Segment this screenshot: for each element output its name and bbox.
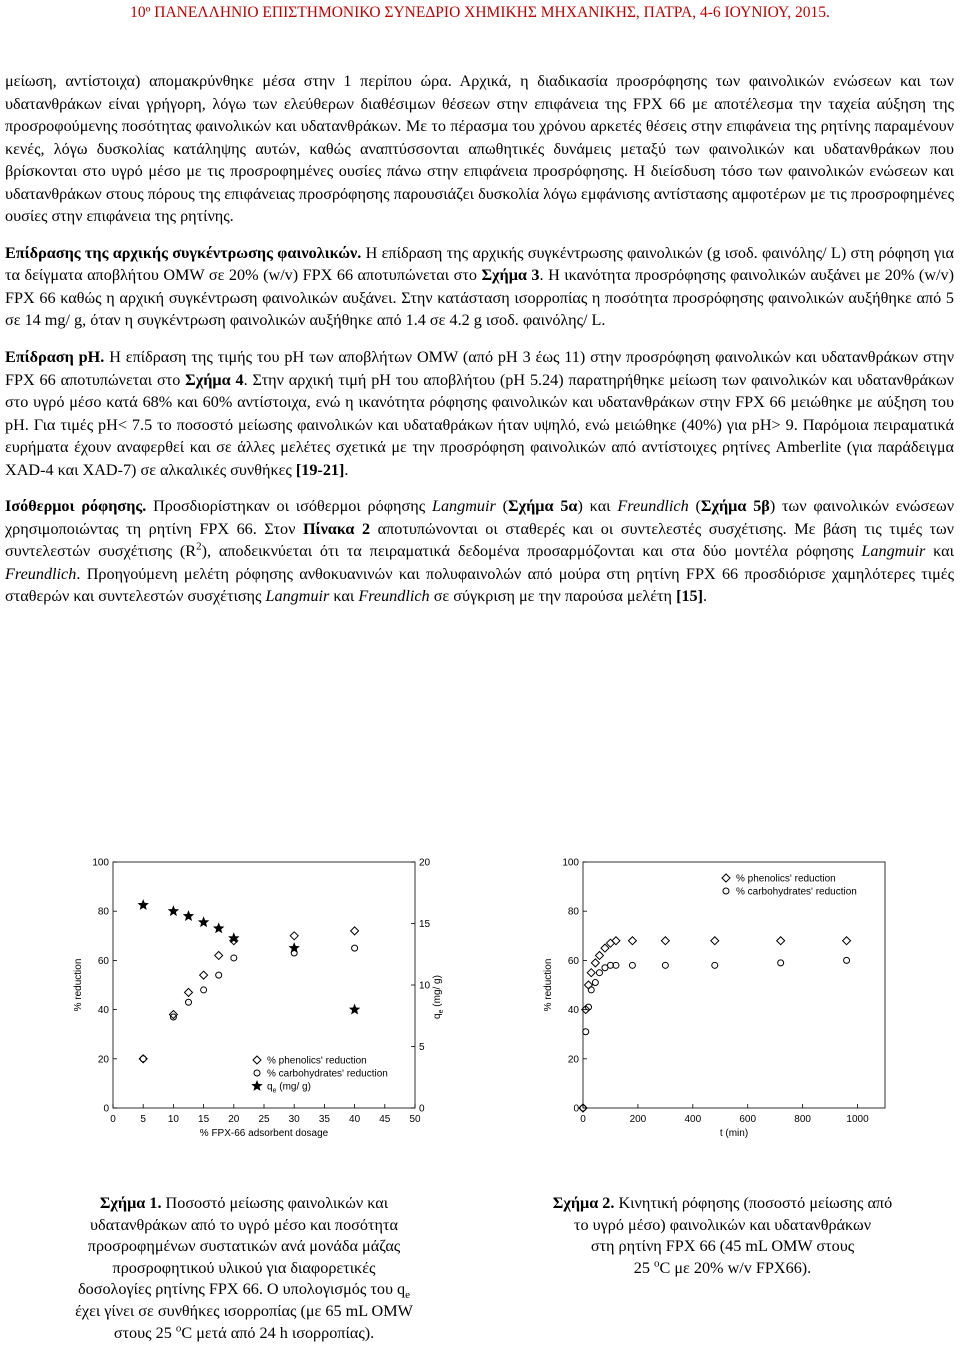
figure-reference: Σχήμα 5β — [700, 497, 770, 516]
data-point — [215, 951, 223, 959]
x-tick-label: 600 — [739, 1114, 757, 1125]
x-tick-label: 5 — [140, 1114, 146, 1125]
y-tick-label: 80 — [97, 906, 109, 918]
data-point — [601, 944, 609, 952]
data-point — [583, 1029, 589, 1035]
table-reference: Πίνακα 2 — [302, 519, 371, 538]
figure-reference: Σχήμα 3 — [481, 266, 540, 285]
figure-1-caption: Σχήμα 1. Ποσοστό μείωσης φαινολικών και υδατανθράκων από το υγρό μέσο και ποσότητα προσροφημένων συστατικών ανά μονάδα μάζας προσροφητικού υλικού για διαφορετικές δοσολογίες ρητίνης FPX 66. Ο υπολογισμός του $q_e$ έχει γίνει σε συνθήκες ισορροπίας (με 65 mL OMW στους 25 $^o$C μετά από 24 h ισορροπίας). — [75, 1194, 413, 1342]
body-text — [5, 70, 954, 608]
paragraph-initial-concentration: Επίδρασης της αρχικής συγκέντρωσης φαινολικών. Η επίδραση της αρχικής συγκέντρωσης φαινολικών (g ισοδ. φαινόλης/ L) στη ρόφηση για τα δείγματα αποβλήτου OMW σε 20% (w/v) FPX 66 αποτυπώνεται στο Σχήμα 3. Η ικανότητα προσρόφησης φαινολικών αυξάνει με 20% (w/v) FPX 66 καθώς η αρχική συγκέντρωση φαινολικών αυξάνει. Στην κατάσταση ισορροπίας η ποσότητα προσρόφησης φαινολικών αυξήθηκε από 5 σε 14 mg/ g, όταν η συγκέντρωση φαινολικών αυξήθηκε από 1.4 σε 4.2 g ισοδ. φαινόλης/ L. — [5, 243, 955, 330]
x-tick-label: 200 — [629, 1114, 647, 1125]
section-heading: Ισόθερμοι ρόφησης. — [5, 497, 147, 516]
data-point — [138, 899, 149, 910]
data-point — [216, 972, 222, 978]
caption-label: Σχήμα 2. — [552, 1194, 615, 1212]
x-tick-label: 400 — [684, 1114, 702, 1125]
x-tick-label: 800 — [794, 1114, 811, 1125]
y-tick-label: 60 — [97, 955, 109, 967]
figure-reference: Σχήμα 5α — [508, 497, 578, 516]
figure-2-caption: Σχήμα 2. Κινητική ρόφησης (ποσοστό μείωσης από το υγρό μέσο) φαινολικών και υδατανθράκων στη ρητίνη FPX 66 (45 mL OMW στους 25 $^o$C με 20% w/v FPX66). — [552, 1194, 893, 1277]
x-tick-label: 40 — [349, 1114, 361, 1125]
section-heading: Επίδρασης της αρχικής συγκέντρωσης φαινολικών. — [5, 243, 362, 262]
y-tick-label: 20 — [567, 1054, 579, 1066]
legend-marker — [253, 1056, 261, 1064]
data-point — [711, 937, 719, 945]
x-tick-label: 25 — [258, 1114, 270, 1125]
data-point — [612, 937, 620, 945]
data-point — [201, 987, 207, 993]
data-point — [140, 1056, 146, 1062]
legend-marker — [722, 874, 730, 882]
data-point — [228, 932, 239, 943]
data-point — [712, 962, 718, 968]
data-point — [198, 916, 209, 927]
x-tick-label: 20 — [228, 1114, 240, 1125]
data-point — [588, 987, 594, 993]
data-point — [289, 942, 300, 953]
y-tick-label: 20 — [97, 1054, 109, 1066]
caption-label: Σχήμα 1. — [99, 1194, 162, 1212]
conference-header: 10º ΠΑΝΕΛΛΗΝΙΟ ΕΠΙΣΤΗΜΟΝΙΚΟ ΣΥΝΕΔΡΙΟ ΧΗΜΙΚΗΣ ΜΗΧΑΝΙΚΗΣ, ΠΑΤΡΑ, 4-6 ΙΟΥΝΙΟΥ, 2015. — [130, 4, 830, 21]
legend-label: % phenolics' reduction — [267, 1055, 367, 1067]
plot-frame — [583, 862, 885, 1108]
citation: [19-21] — [295, 460, 345, 479]
data-point — [595, 951, 603, 959]
figures-area — [0, 840, 960, 1180]
x-tick-label: 45 — [379, 1114, 391, 1125]
x-tick-label: 0 — [110, 1114, 116, 1125]
data-point — [290, 932, 298, 940]
data-point — [778, 960, 784, 966]
data-point — [592, 980, 598, 986]
data-point — [591, 959, 599, 967]
y-tick-label: 40 — [567, 1005, 579, 1017]
y-tick-label: 100 — [92, 857, 109, 869]
legend-label: % carbohydrates' reduction — [267, 1068, 388, 1080]
data-point — [629, 962, 635, 968]
data-point — [200, 971, 208, 979]
x-tick-label: 10 — [167, 1114, 179, 1125]
x-tick-label: 50 — [409, 1114, 421, 1125]
data-point — [168, 905, 179, 916]
legend-label: % phenolics' reduction — [736, 873, 836, 885]
data-point — [231, 955, 237, 961]
section-heading: Επίδραση pH. — [5, 348, 105, 367]
y2-tick-label: 20 — [419, 857, 431, 869]
data-point — [186, 999, 192, 1005]
data-point — [662, 962, 668, 968]
y-tick-label: 40 — [97, 1005, 109, 1017]
y2-axis-label: $q_e$ (mg/ g) — [432, 975, 445, 1019]
x-tick-label: 35 — [318, 1114, 330, 1125]
legend-marker — [723, 888, 729, 894]
paragraph-ph-effect: Επίδραση pH. Η επίδραση της τιμής του pH των αποβλήτων OMW (από pH 3 έως 11) στην προσρόφηση φαινολικών και υδατανθράκων στην FPX 66 αποτυπώνεται στο Σχήμα 4. Στην αρχική τιμή pH του αποβλήτου (pH 5.24) παρατηρήθηκε μείωση των φαινολικών και υδατανθράκων στο υγρό μέσο κατά 68% και 60% αντίστοιχα, ενώ η ικανότητα ρόφησης φαινολικών και υδατανθράκων στην FPX 66 μειώθηκε με αύξηση του pH. Για τιμές pH< 7.5 το ποσοστό μείωσης φαινολικών και υδαταθράκων ήταν υψηλό, ενώ μειώθηκε (40%) για pH> 9. Παρόμοια πειραματικά ευρήματα έχουν αναφερθεί και σε άλλες μελέτες σχετικά με την προσρόφηση φαινολικών από αντίστοιχες ρητίνες Amberlite (για παράδειγμα XAD-4 και XAD-7) σε αλκαλικές συνθήκες [19-21]. — [5, 348, 955, 479]
y-tick-label: 0 — [103, 1103, 109, 1115]
x-tick-label: 1000 — [846, 1114, 869, 1125]
legend-marker — [251, 1080, 262, 1091]
data-point — [352, 945, 358, 951]
data-point — [349, 1004, 360, 1015]
data-point — [213, 922, 224, 933]
x-tick-label: 0 — [580, 1114, 586, 1125]
figure-reference: Σχήμα 4 — [185, 370, 244, 389]
data-point — [351, 927, 359, 935]
data-point — [661, 937, 669, 945]
x-axis-label: % FPX-66 adsorbent dosage — [199, 1128, 329, 1139]
y2-tick-label: 10 — [419, 980, 431, 992]
x-tick-label: 30 — [288, 1114, 300, 1125]
y-tick-label: 0 — [573, 1103, 579, 1115]
data-point — [596, 970, 602, 976]
y-tick-label: 60 — [567, 955, 579, 967]
data-point — [628, 937, 636, 945]
data-point — [585, 1004, 591, 1010]
legend-label: % carbohydrates' reduction — [736, 886, 857, 898]
y-axis-label: % reduction — [73, 958, 84, 1012]
data-point — [587, 969, 595, 977]
y-tick-label: 80 — [567, 906, 579, 918]
x-axis-label: t (min) — [719, 1128, 749, 1139]
y2-tick-label: 15 — [419, 919, 431, 930]
x-tick-label: 15 — [198, 1114, 210, 1125]
y-tick-label: 100 — [562, 857, 579, 869]
legend-label: $q_e$ (mg/ g) — [267, 1081, 311, 1095]
data-point — [777, 937, 785, 945]
data-point — [843, 937, 851, 945]
paragraph-kinetics: μείωση, αντίστοιχα) απομακρύνθηκε μέσα στην 1 περίπου ώρα. Αρχικά, η διαδικασία προσρόφησης των φαινολικών ενώσεων και των υδατανθράκων είναι γρήγορη, λόγω των ελεύθερων διαθέσιμων θέσεων στην επιφάνεια της FPX 66 με αποτέλεσμα την ταχεία αύξηση της προσροφούμενης ποσότητας φαινολικών και υδατανθράκων. Με το πέρασμα του χρόνου αρκετές θέσεις στην επιφάνεια της ρητίνης παραμένουν κενές, λόγω δυσκολίας κατάληψης αυτών, καθώς αναπτύσσονται απωθητικές δυνάμεις μεταξύ των φαινολικών και υδατανθράκων που βρίσκονται στο υγρό μέσο με τις προσροφημένες ουσίες πάνω στην επιφάνεια προσρόφησης. Η διείσδυση τόσο των φαινολικών ενώσεων και υδατανθράκων στους πόρους της επιφάνειας προσρόφησης παρουσιάζει δυσκολία λόγω εμφάνισης αντίστασης αμφοτέρων με τις προσροφημένες ουσίες στην επιφάνεια της ρητίνης. — [5, 72, 954, 226]
data-point — [844, 957, 850, 963]
y-axis-label: % reduction — [543, 958, 554, 1012]
paragraph-isotherms: Ισόθερμοι ρόφησης. Προσδιορίστηκαν οι ισόθερμοι ρόφησης Langmuir (Σχήμα 5α) και Freundlich (Σχήμα 5β) των φαινολικών ενώσεων χρησιμοποιώντας τη ρητίνη FPX 66. Στον Πίνακα 2 αποτυπώνονται οι σταθερές και οι συντελεστές συσχέτισης. Με βάση τις τιμές των συντελεστών συσχέτισης $(R^2)$, αποδεικνύεται ότι τα πειραματικά δεδομένα προσαρμόζονται και στα δύο μοντέλα ρόφησης Langmuir και Freundlich. Προηγούμενη μελέτη ρόφησης ανθοκυανινών και πολυφαινολών από μούρα στη ρητίνη FPX 66 προσδιόρισε χαμηλότερες τιμές σταθερών και συντελεστών συσχέτισης Langmuir και Freundlich σε σύγκριση με την παρούσα μελέτη [15]. — [5, 497, 955, 606]
data-point — [185, 988, 193, 996]
data-point — [183, 910, 194, 921]
y2-tick-label: 5 — [419, 1042, 425, 1053]
citation: [15] — [676, 587, 704, 606]
legend-marker — [254, 1070, 260, 1076]
data-point — [606, 939, 614, 947]
y2-tick-label: 0 — [419, 1103, 425, 1115]
